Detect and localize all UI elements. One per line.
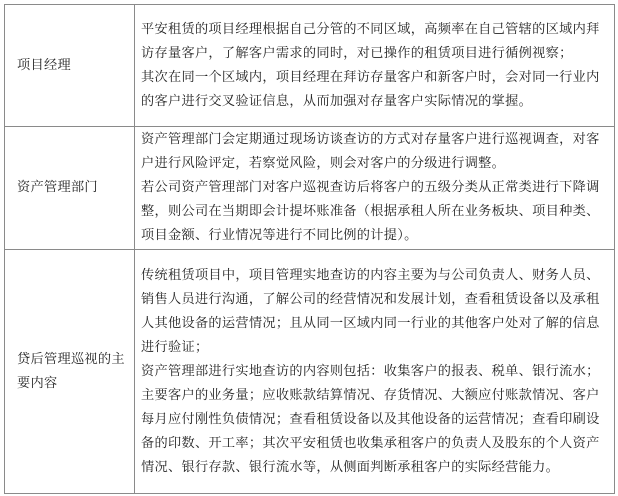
- row-label-cell: [5, 127, 135, 250]
- table-row: [5, 127, 615, 250]
- row-content-cell: [135, 127, 615, 250]
- table-row: [5, 250, 615, 494]
- row-label: 贷后管理巡视的主要内容: [17, 351, 125, 391]
- row-label: 项目经理: [17, 57, 71, 73]
- row-label-cell: [5, 5, 135, 127]
- info-table: [4, 4, 615, 494]
- content-paragraph: 平安租赁的项目经理根据自己分管的不同区域，高频率在自己管辖的区域内拜访存量客户，了解客户需求的同时，对已操作的租赁项目进行循例视察；: [141, 21, 600, 61]
- row-label: 资产管理部门: [17, 180, 98, 195]
- row-content-cell: [135, 250, 615, 494]
- row-label-cell: [5, 250, 135, 494]
- content-paragraph: 若公司资产管理部门对客户巡视查访后将客户的五级分类从正常类进行下降调整，则公司在当期即会计提坏账准备（根据承租人所在业务板块、项目种类、项目金额、行业情况等进行不同比例的计提）。: [141, 180, 600, 243]
- row-content-cell: [135, 5, 615, 127]
- content-paragraph: 资产管理部进行实地查访的内容则包括：收集客户的报表、税单、银行流水；主要客户的业务量；应收账款结算情况、存货情况、大额应付账款情况、客户每月应付刚性负债情况；查看租赁设备以及其他设备的运营情况；查看印刷设备的印数、开工率；其次平安租赁也收集承租客户的负责人及股东的个人资产情况、银行存款、银行流水等，从侧面判断承租客户的实际经营能力。: [141, 363, 600, 475]
- content-paragraph: 资产管理部门会定期通过现场访谈查访的方式对存量客户进行巡视调查，对客户进行风险评定，若察觉风险，则会对客户的分级进行调整。: [141, 132, 600, 171]
- content-paragraph: 其次在同一个区域内，项目经理在拜访存量客户和新客户时，会对同一行业内的客户进行交叉验证信息，从而加强对存量客户实际情况的掌握。: [141, 69, 600, 109]
- table-row: [5, 5, 615, 127]
- content-paragraph: 传统租赁项目中，项目管理实地查访的内容主要为与公司负责人、财务人员、销售人员进行沟通，了解公司的经营情况和发展计划，查看租赁设备以及承租人其他设备的运营情况；且从同一区域内同一行业的其他客户处对了解的信息进行验证；: [141, 267, 600, 355]
